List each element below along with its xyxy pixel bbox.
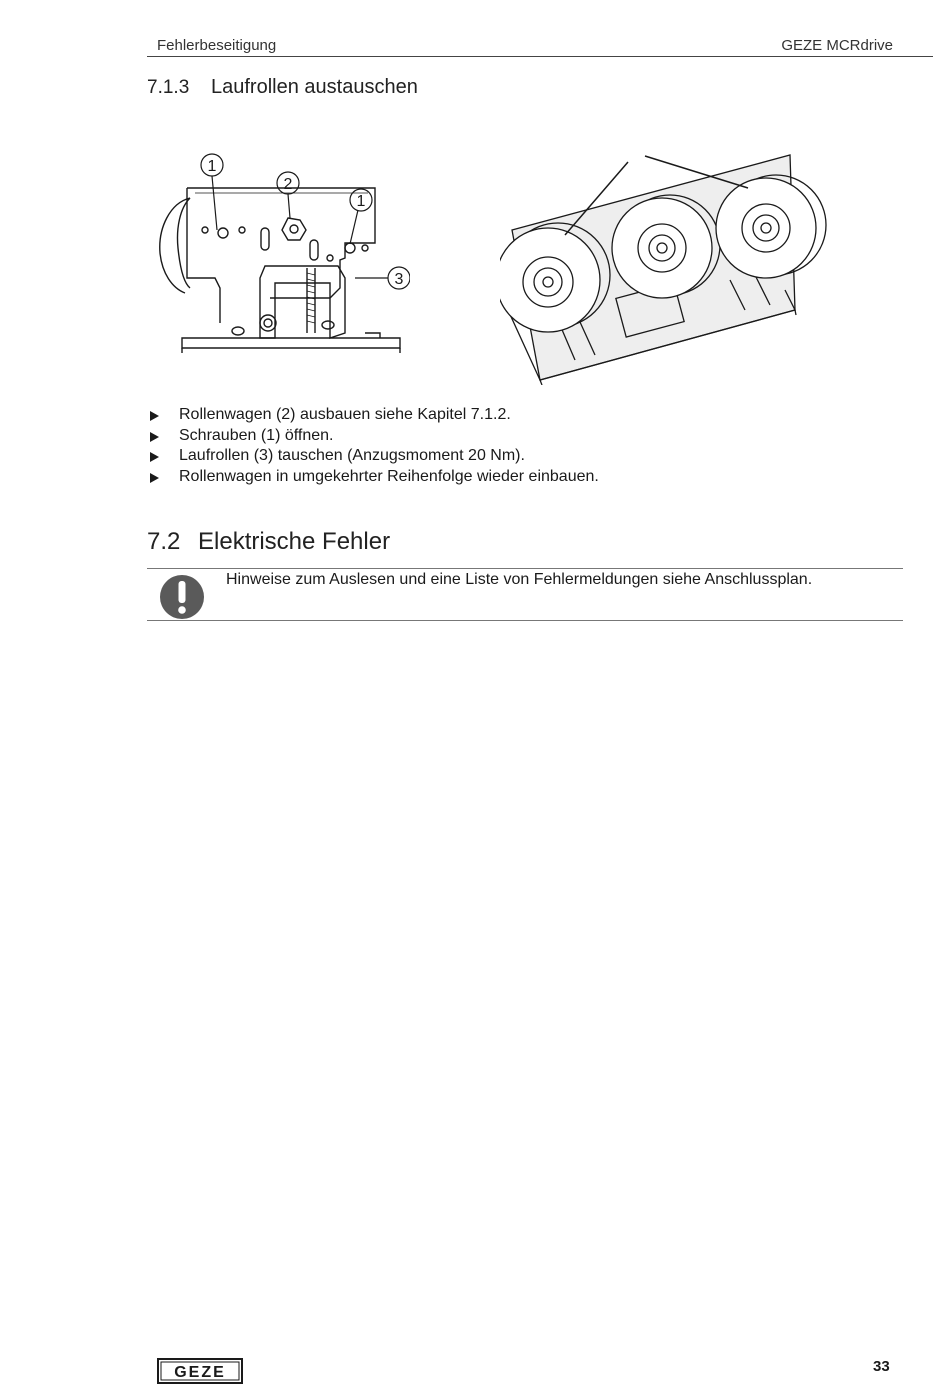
geze-logo bbox=[157, 1358, 243, 1384]
logo-text: GEZE bbox=[174, 1364, 226, 1381]
bullet-arrow-icon bbox=[150, 452, 159, 462]
bullet-arrow-icon bbox=[150, 432, 159, 442]
running-header-section: Fehlerbeseitigung bbox=[157, 37, 277, 54]
step-text: Rollenwagen in umgekehrter Reihenfolge wieder einbauen. bbox=[179, 467, 599, 485]
list-item bbox=[150, 426, 599, 447]
page-number: 33 bbox=[873, 1358, 890, 1375]
step-text: Laufrollen (3) tauschen (Anzugsmoment 20 Nm). bbox=[179, 447, 525, 464]
list-item bbox=[150, 467, 599, 488]
instruction-steps-list bbox=[150, 405, 599, 487]
list-item bbox=[150, 405, 599, 426]
section-number: 7.2 bbox=[147, 528, 181, 555]
callout-label: 1 bbox=[356, 193, 366, 210]
step-text: Schrauben (1) öffnen. bbox=[179, 426, 334, 444]
callout-label: 1 bbox=[207, 158, 217, 175]
callout-label: 3 bbox=[394, 271, 404, 288]
note-box bbox=[147, 568, 903, 621]
exclamation-icon bbox=[156, 572, 208, 620]
running-header-product: GEZE MCRdrive bbox=[781, 37, 893, 54]
roller-carriage-bracket-drawing bbox=[150, 148, 410, 363]
callout-label: 2 bbox=[283, 176, 293, 193]
note-text: Hinweise zum Auslesen und eine Liste von Fehlermeldungen siehe Anschlussplan. bbox=[226, 571, 813, 588]
section-number: 7.1.3 bbox=[147, 77, 190, 98]
three-rollers-drawing bbox=[500, 150, 830, 385]
section-heading-7-1-3 bbox=[147, 76, 418, 99]
section-title: Laufrollen austauschen bbox=[211, 76, 418, 98]
bullet-arrow-icon bbox=[150, 411, 159, 421]
header-divider bbox=[147, 56, 933, 57]
bullet-arrow-icon bbox=[150, 473, 159, 483]
step-text: Rollenwagen (2) ausbauen siehe Kapitel 7.1.2. bbox=[179, 406, 511, 423]
section-title: Elektrische Fehler bbox=[198, 528, 391, 555]
section-heading-7-2 bbox=[147, 528, 390, 556]
list-item bbox=[150, 446, 599, 467]
